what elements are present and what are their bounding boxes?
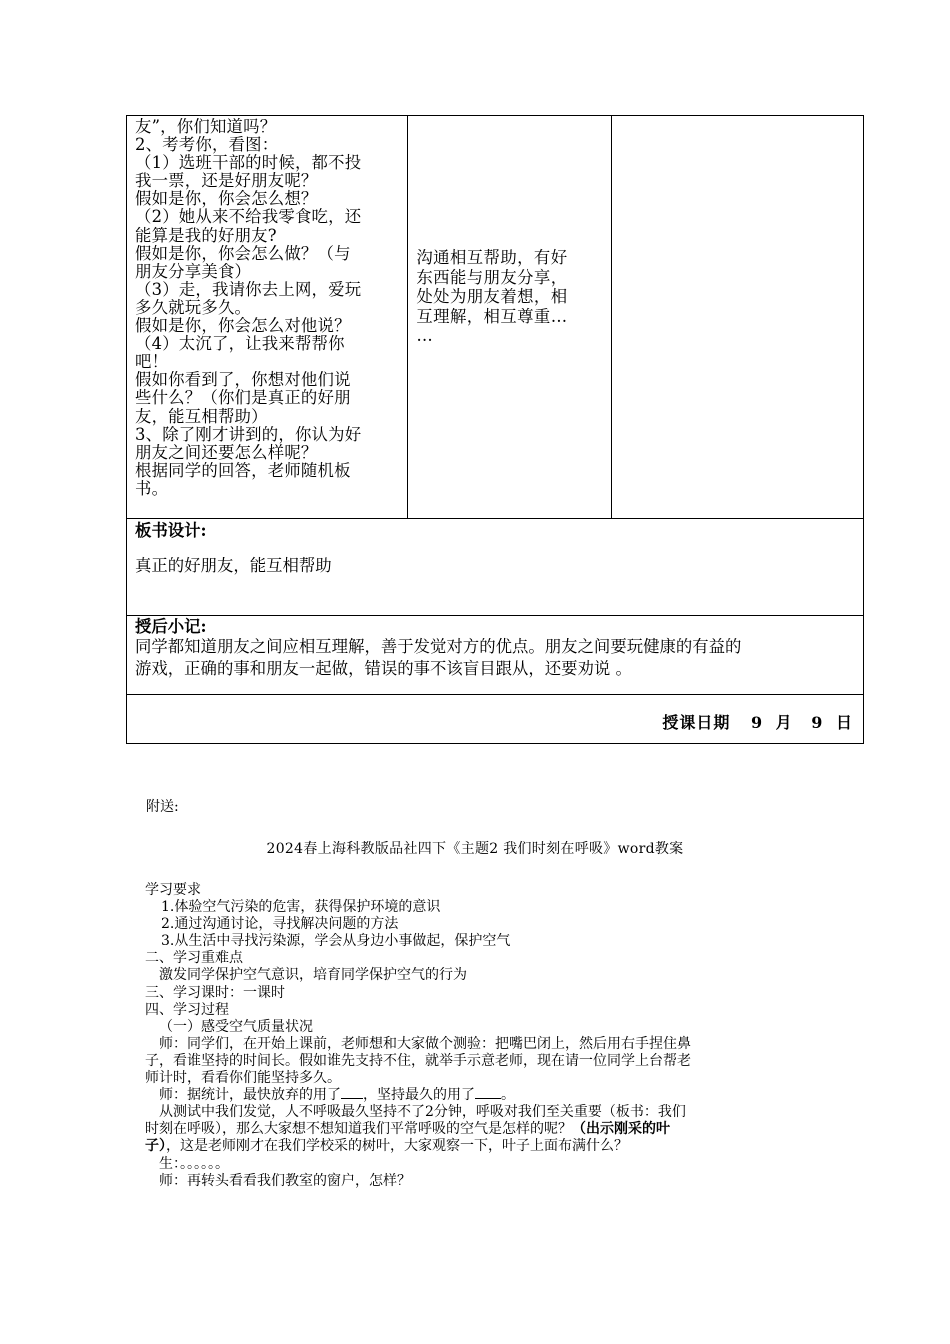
paragraph-line: 生：。。。。。。 <box>159 1155 229 1172</box>
post-class-notes-row <box>127 616 864 695</box>
content-line: 假如是你，你会怎么想？ <box>135 189 318 209</box>
content-line: 假如是你，你会怎么做？（与 <box>135 243 351 263</box>
date-month-unit: 月 <box>775 713 793 732</box>
lesson-plan-table <box>126 115 864 744</box>
paragraph-line <box>145 1121 805 1138</box>
subsection-heading: （一）感受空气质量状况 <box>159 1018 313 1035</box>
content-line: 假如是你，你会怎么对他说？ <box>135 316 351 336</box>
bold-segment: （出示刚采的叶 <box>572 1121 670 1138</box>
content-line: 我一票，还是好朋友呢？ <box>135 171 318 191</box>
notes-line: 游戏，正确的事和朋友一起做，错误的事不该盲目跟从，还要劝说 。 <box>135 659 632 678</box>
student-activity-cell <box>408 116 611 519</box>
section-heading: 三、学习课时：一课时 <box>145 984 285 1001</box>
requirement-item: 1.体验空气污染的危害，获得保护环境的意识 <box>161 899 441 916</box>
teaching-date-row <box>127 695 864 744</box>
board-design-row <box>127 519 864 616</box>
paragraph-line <box>145 1138 805 1155</box>
content-line: 书。 <box>135 478 169 498</box>
notes-line: 同学都知道朋友之间应相互理解，善于发觉对方的优点。朋友之间要玩健康的有益的 <box>135 637 742 656</box>
board-design-text: 真正的好朋友，能互相帮助 <box>135 556 332 575</box>
activity-line: 互理解，相互尊重… <box>416 306 568 326</box>
paragraph-line: 师：再转头看看我们教室的窗户，怎样？ <box>159 1172 411 1189</box>
content-line: 多久就玩多久。 <box>135 297 252 317</box>
text-segment: 师：据统计，最快放弃的用了 <box>159 1087 341 1104</box>
document-title: 2024春上海科教版品社四下《主题2 我们时刻在呼吸》word教案 <box>266 841 684 857</box>
activity-row <box>127 116 864 519</box>
content-line: 根据同学的回答，老师随机板 <box>135 460 351 480</box>
content-line: 吧！ <box>135 352 169 372</box>
board-design-cell <box>127 519 864 616</box>
content-line: 些什么？（你们是真正的好朋 <box>135 388 351 408</box>
requirement-item: 2.通过沟通讨论，寻找解决问题的方法 <box>161 916 399 933</box>
paragraph-line: 激发同学保护空气意识，培育同学保护空气的行为 <box>159 967 467 984</box>
content-line: （4）太沉了，让我来帮帮你 <box>135 334 345 354</box>
fill-blank <box>341 1098 363 1099</box>
date-month: 9 <box>750 713 764 732</box>
post-class-notes-title: 授后小记: <box>135 617 207 636</box>
paragraph-line: 师：同学们，在开始上课前，老师想和大家做个测验：把嘴巴闭上，然后用右手捏住鼻 <box>159 1035 691 1052</box>
activity-line: 沟通相互帮助，有好 <box>416 248 568 267</box>
content-line: 能算是我的好朋友? <box>135 225 277 245</box>
appendix-label: 附送: <box>146 799 179 815</box>
lesson-body <box>145 882 805 1190</box>
board-design-title: 板书设计: <box>135 521 207 540</box>
content-line: （1）选班干部的时候，都不投 <box>135 153 362 173</box>
content-line: 朋友之间还要怎么样呢？ <box>135 442 318 462</box>
activity-line: 处处为朋友着想，相 <box>416 287 568 306</box>
paragraph-line: 从测试中我们发觉，人不呼吸最久坚持不了2分钟，呼吸对我们至关重要（板书：我们 <box>159 1104 686 1121</box>
content-line: 友”，你们知道吗？ <box>135 117 277 136</box>
section-heading: 二、学习重难点 <box>145 950 243 967</box>
empty-column-cell <box>611 116 863 519</box>
content-line: （3）走，我请你去上网，爱玩 <box>135 279 362 299</box>
content-line: （2）她从来不给我零食吃，还 <box>135 207 362 227</box>
activity-line: 东西能与朋友分享， <box>416 267 568 287</box>
bold-segment: 子） <box>145 1138 166 1155</box>
text-segment: ，坚持最久的用了 <box>363 1087 475 1104</box>
section-heading: 学习要求 <box>145 882 201 898</box>
teaching-content-cell <box>127 116 408 519</box>
paragraph-line: 子，看谁坚持的时间长。假如谁先支持不住，就举手示意老师，现在请一位同学上台帮老 <box>145 1052 691 1069</box>
content-line: 假如你看到了，你想对他们说 <box>135 370 351 390</box>
teaching-date <box>127 695 863 733</box>
post-class-notes-cell <box>127 616 864 695</box>
text-segment: 时刻在呼吸），那么大家想不想知道我们平常呼吸的空气是怎样的呢？ <box>145 1121 572 1138</box>
paragraph-line <box>145 1087 805 1104</box>
paragraph-line: 师计时，看看你们能坚持多久。 <box>145 1070 341 1087</box>
text-segment: ，这是老师刚才在我们学校采的树叶，大家观察一下，叶子上面布满什么？ <box>166 1138 628 1155</box>
text-segment: 。 <box>501 1087 515 1104</box>
content-line: 友，能互相帮助） <box>135 406 268 426</box>
date-label: 授课日期 <box>662 713 731 732</box>
content-line: 2、考考你，看图： <box>135 135 279 155</box>
fill-blank <box>475 1098 501 1099</box>
section-heading: 四、学习过程 <box>145 1001 229 1018</box>
date-day: 9 <box>811 713 824 732</box>
activity-line: … <box>416 326 434 345</box>
content-line: 3、除了刚才讲到的，你认为好 <box>135 424 362 444</box>
content-line: 朋友分享美食） <box>135 261 252 281</box>
date-day-unit: 日 <box>835 713 853 732</box>
requirement-item: 3.从生活中寻找污染源，学会从身边小事做起，保护空气 <box>161 933 511 950</box>
teaching-date-cell <box>127 695 864 744</box>
